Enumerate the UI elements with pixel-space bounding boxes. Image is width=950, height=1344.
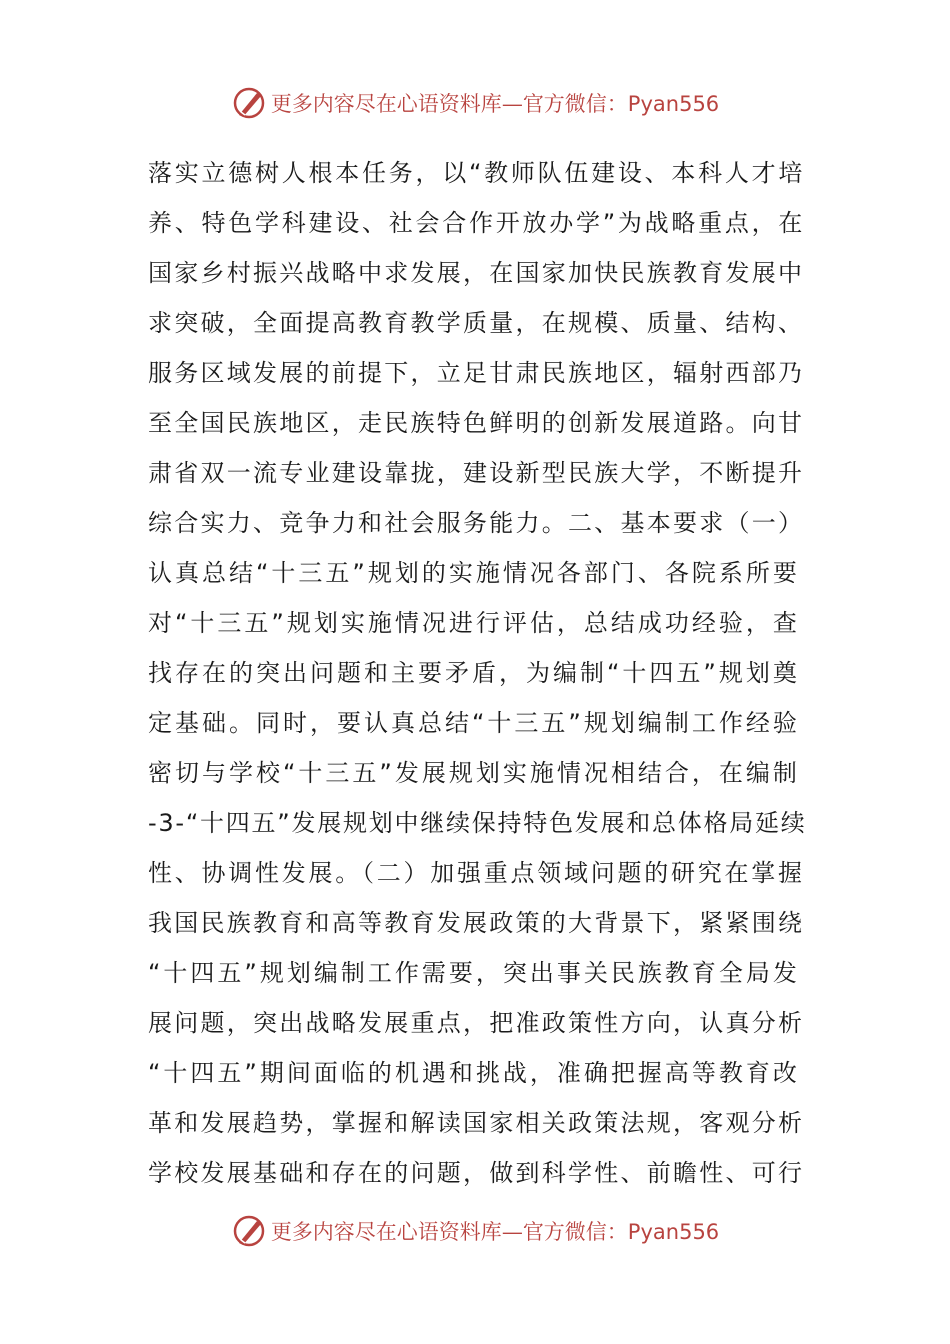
header-brand: 更多内容尽在心语资料库 xyxy=(270,92,502,116)
document-body xyxy=(148,148,808,1198)
text-line: 国家乡村振兴战略中求发展，在国家加快民族教育发展中 xyxy=(148,259,805,287)
footer-separator: — xyxy=(501,1220,523,1244)
footer-contact: 官方微信：Pyan556 xyxy=(522,1220,720,1244)
text-line: 我国民族教育和高等教育发展政策的大背景下，紧紧围绕 xyxy=(148,909,805,937)
text-line: 服务区域发展的前提下，立足甘肃民族地区，辐射西部乃 xyxy=(148,359,805,387)
text-line: 学校发展基础和存在的问题，做到科学性、前瞻性、可行 xyxy=(148,1159,805,1187)
text-line: 对“十三五”规划实施情况进行评估，总结成功经验，查 xyxy=(148,609,800,637)
text-line: 性、协调性发展。（二）加强重点领域问题的研究在掌握 xyxy=(148,859,805,887)
text-line: 至全国民族地区，走民族特色鲜明的创新发展道路。向甘 xyxy=(148,409,805,437)
text-line: 落实立德树人根本任务，以“教师队伍建设、本科人才培 xyxy=(148,159,806,187)
header-contact: 官方微信：Pyan556 xyxy=(522,92,720,116)
text-line: “十四五”规划编制工作需要，突出事关民族教育全局发 xyxy=(148,959,800,987)
text-line: “十四五”期间面临的机遇和挑战，准确把握高等教育改 xyxy=(148,1059,800,1087)
text-line: 革和发展趋势，掌握和解读国家相关政策法规，客观分析 xyxy=(148,1109,805,1137)
text-line: 找存在的突出问题和主要矛盾，为编制“十四五”规划奠 xyxy=(148,659,800,687)
footer-banner xyxy=(0,1211,950,1251)
footer-brand: 更多内容尽在心语资料库 xyxy=(270,1220,502,1244)
text-line: 养、特色学科建设、社会合作开放办学”为战略重点，在 xyxy=(148,209,806,237)
text-line: -3-“十四五”发展规划中继续保持特色发展和总体格局延续 xyxy=(148,809,807,837)
text-line: 展问题，突出战略发展重点，把准政策性方向，认真分析 xyxy=(148,1009,805,1037)
text-line: 综合实力、竞争力和社会服务能力。二、基本要求（一） xyxy=(148,509,805,537)
header-text xyxy=(271,88,719,118)
text-line: 肃省双一流专业建设靠拢，建设新型民族大学，不断提升 xyxy=(148,459,805,487)
header-banner xyxy=(0,83,950,123)
pen-logo-icon xyxy=(231,1213,267,1249)
text-line: 认真总结“十三五”规划的实施情况各部门、各院系所要 xyxy=(148,559,800,587)
footer-text xyxy=(271,1216,719,1246)
text-line: 定基础。同时，要认真总结“十三五”规划编制工作经验 xyxy=(148,709,800,737)
header-separator: — xyxy=(501,92,523,116)
text-line: 求突破，全面提高教育教学质量，在规模、质量、结构、 xyxy=(148,309,805,337)
text-line: 密切与学校“十三五”发展规划实施情况相结合，在编制 xyxy=(148,759,800,787)
pen-logo-icon xyxy=(231,85,267,121)
